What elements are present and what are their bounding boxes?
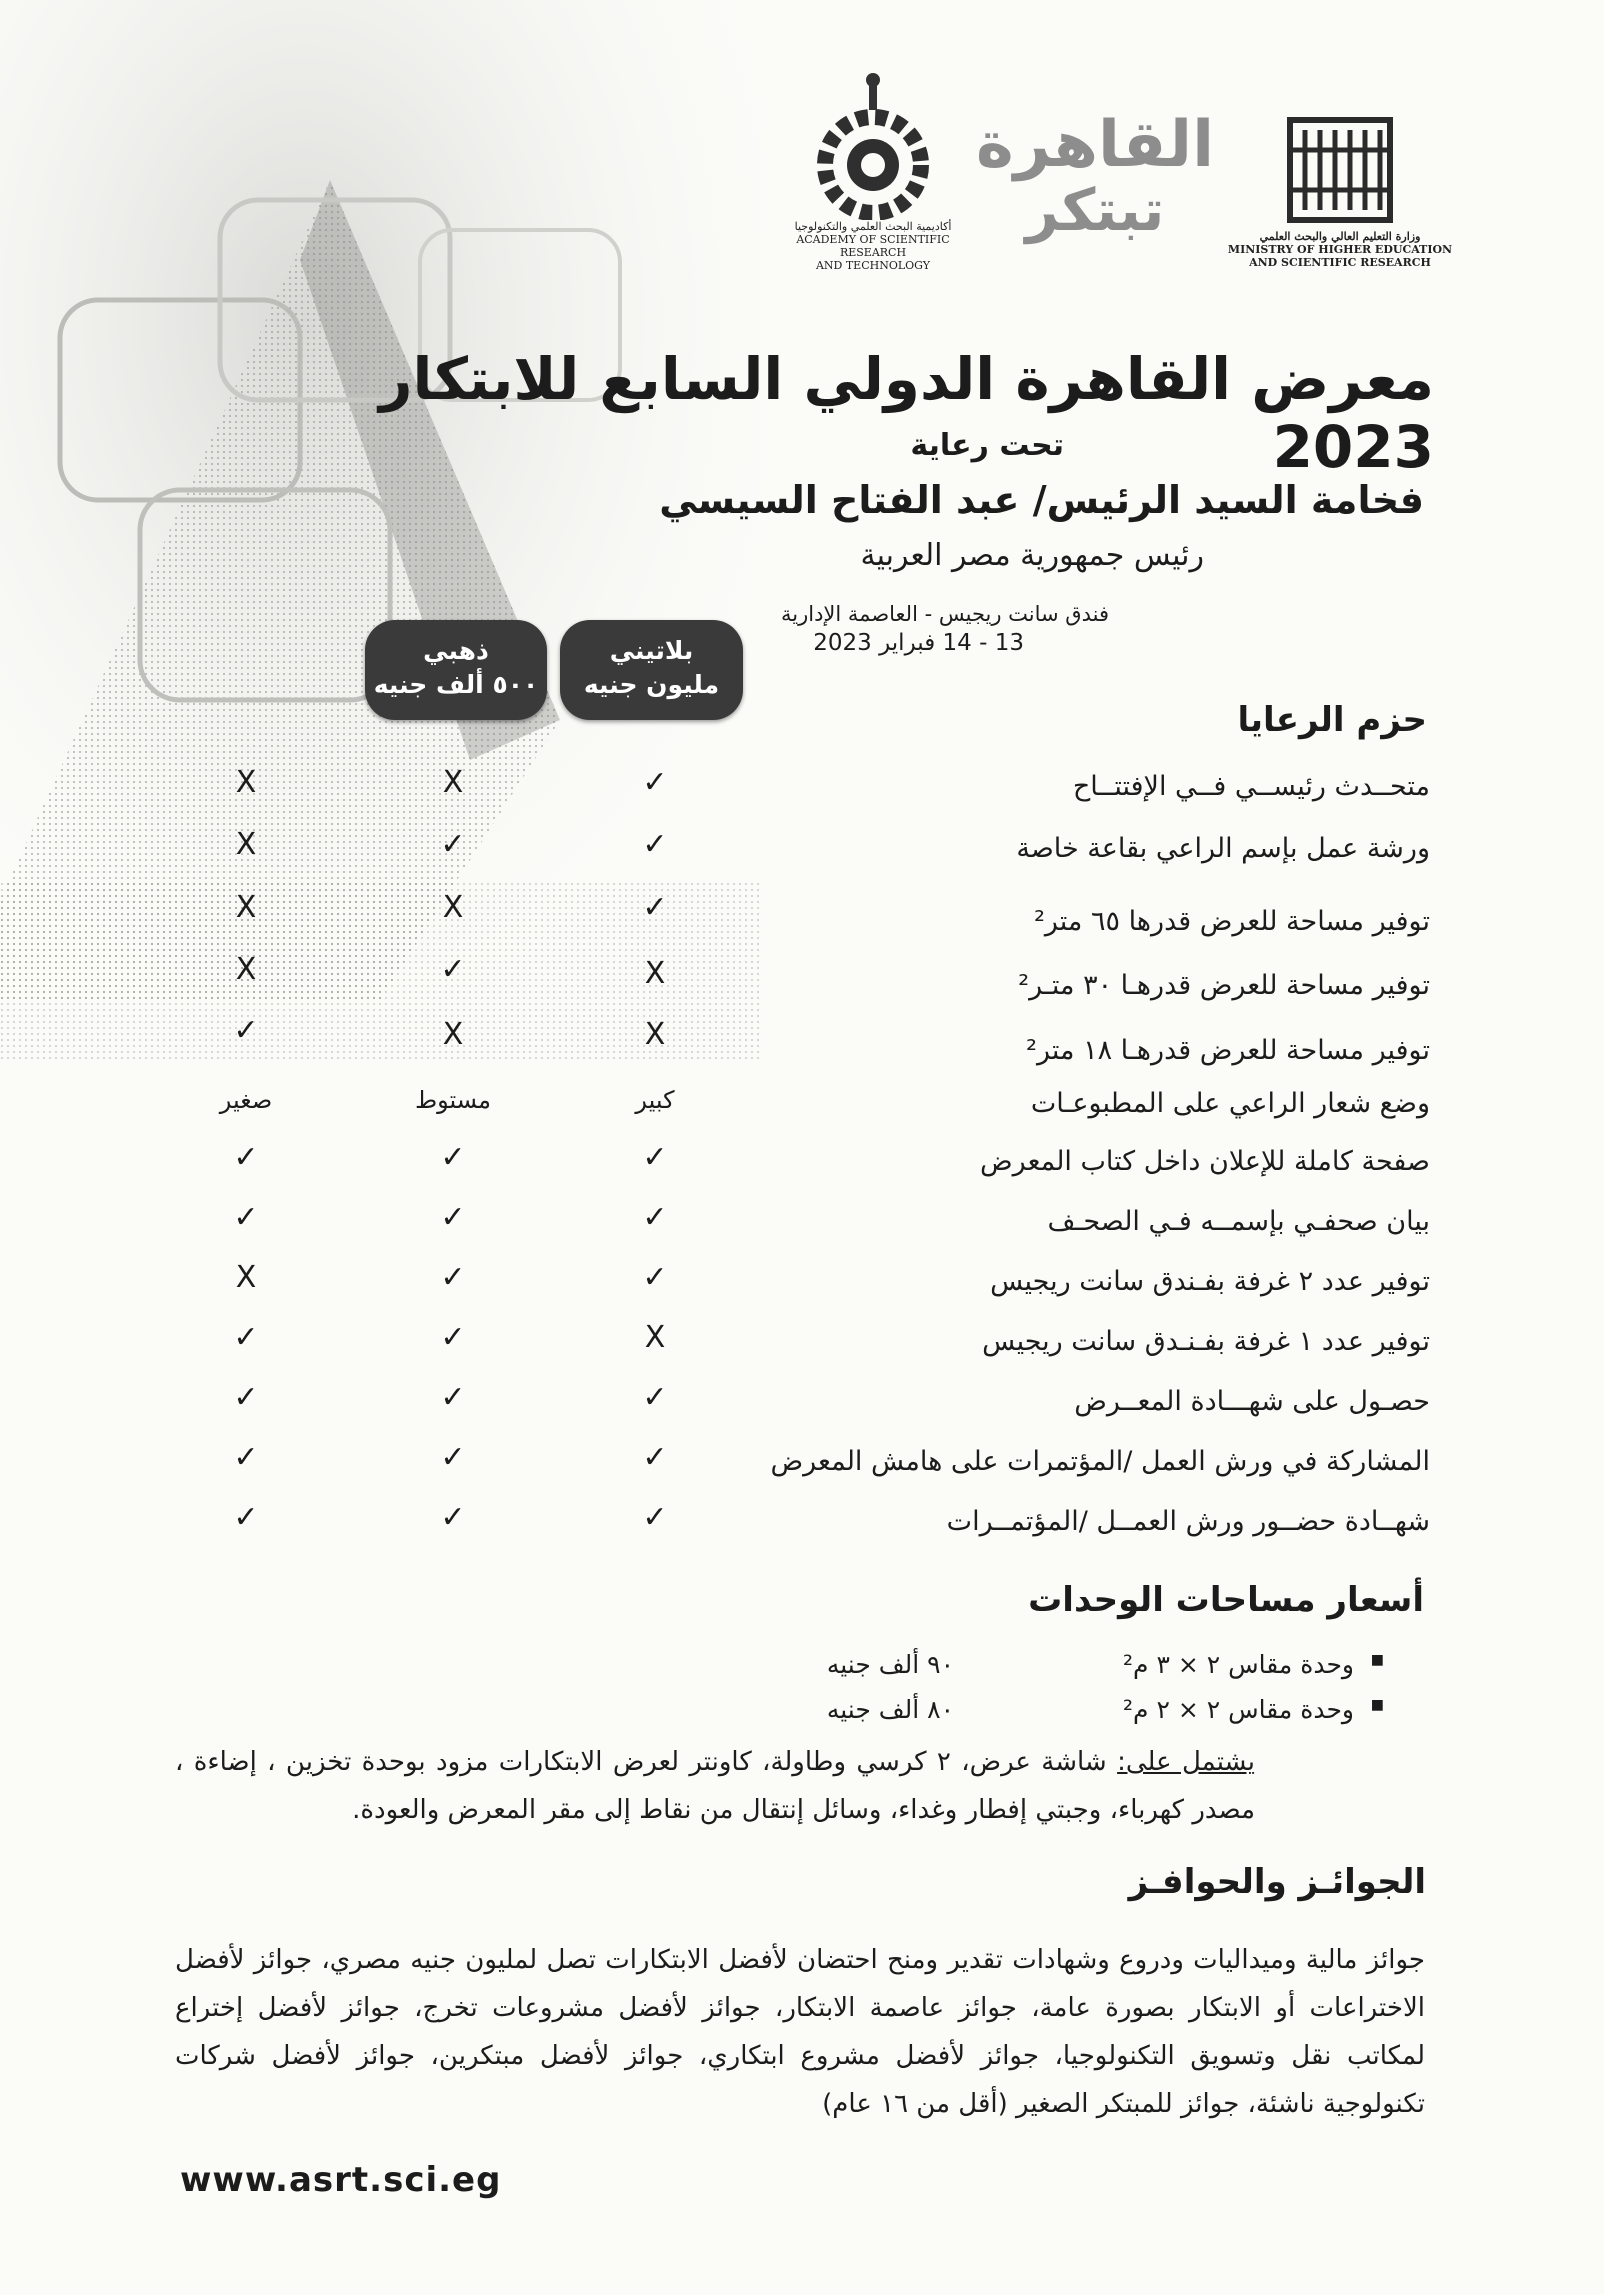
cairo-brand-line2: تبتكر (1025, 176, 1165, 244)
table-row (190, 1200, 1430, 1256)
tier-platinum-name: بلاتيني (609, 636, 694, 665)
awards-paragraph: جوائز مالية وميداليات ودروع وشهادات تقدير ومنح احتضان لأفضل الابتكارات تصل لمليون جنيه مصري، جوائز لأفضل الاختراعات أو الابتكار بصورة عامة، جوائز عاصمة الابتكار، جوائز لأفضل مشروعات تخرج، جوائز لأفضل إختراع لمكاتب نقل وتسويق التكنولوجيا، جوائز لأفضل مشروع ابتكاري، جوائز لأفضل مبتكرين، جوائز لأفضل شركات تكنولوجية ناشئة، جوائز للمبتكر الصغير (أقل من ١٦ عام) (175, 1945, 1425, 2119)
benefit-label: توفير عدد ٢ غرفة بفـندق سانت ريجيس (990, 1266, 1430, 1297)
benefit-label: توفير مساحة للعرض قدرهـا ١٨ متر² (1026, 1035, 1430, 1066)
table-row (190, 1260, 1430, 1316)
table-row (190, 1320, 1430, 1376)
cairo-brand-line1: القاهرة (975, 108, 1215, 182)
benefit-label: توفير مساحة للعرض قدرهـا ٣٠ متـر² (1018, 970, 1430, 1001)
academy-caption-en-1: ACADEMY OF SCIENTIFIC RESEARCH (796, 233, 950, 259)
awards-heading: الجوائـز والحوافـز (1128, 1862, 1426, 1902)
tier-platinum-price: مليون جنيه (583, 670, 720, 699)
gold-cell: ✓ (440, 952, 466, 987)
ministry-caption-ar: وزارة التعليم العالي والبحث العلمي (1259, 230, 1421, 243)
gold-cell: ✓ (440, 1440, 466, 1475)
table-row (190, 1140, 1430, 1196)
price-item (404, 1695, 1384, 1735)
table-row (190, 1082, 1430, 1138)
benefit-label: ورشة عمل بإسم الراعي بقاعة خاصة (1016, 833, 1430, 864)
gold-cell: ✓ (440, 1380, 466, 1415)
benefit-label: توفير مساحة للعرض قدرها ٦٥ متر² (1034, 906, 1430, 937)
platinum-cell: ✓ (642, 1380, 668, 1415)
silver-cell: ✓ (233, 1500, 259, 1535)
tier-gold-name: ذهبي (423, 636, 489, 665)
benefit-label: المشاركة في ورش العمل /المؤتمرات على هامش المعرض (770, 1446, 1430, 1477)
website-link[interactable]: www.asrt.sci.eg (180, 2160, 502, 2200)
table-row (190, 1013, 1430, 1069)
silver-cell: ✓ (233, 1140, 259, 1175)
platinum-cell: X (644, 956, 666, 991)
egypt-eagle-icon (1285, 110, 1395, 230)
platinum-cell: ✓ (642, 765, 668, 800)
gold-cell: ✓ (440, 1500, 466, 1535)
ministry-caption-en-1: MINISTRY OF HIGHER EDUCATION (1227, 243, 1453, 256)
silver-cell: ✓ (233, 1013, 259, 1048)
patron-title: رئيس جمهورية مصر العربية (860, 538, 1204, 573)
benefit-label: متحــدث رئيســي فــي الإفتتــاح (1072, 771, 1430, 802)
silver-cell: X (235, 827, 257, 862)
silver-cell: X (235, 765, 257, 800)
ministry-caption-en-2: AND SCIENTIFIC RESEARCH (1249, 256, 1431, 269)
platinum-cell: ✓ (642, 1200, 668, 1235)
academy-caption-en-2: AND TECHNOLOGY (815, 259, 931, 272)
silver-cell: X (235, 890, 257, 925)
sponsorship-heading: حزم الرعايا (1237, 700, 1427, 740)
benefit-label: شهــادة حضــور ورش العمــل /المؤتمــرات (946, 1506, 1430, 1537)
platinum-cell: ✓ (642, 890, 668, 925)
patron-name: فخامة السيد الرئيس/ عبد الفتاح السيسي (659, 478, 1424, 522)
platinum-cell: ✓ (642, 827, 668, 862)
includes-text: شاشة عرض، ٢ كرسي وطاولة، كاونتر لعرض الابتكارات مزود بوحدة تخزين ، إضاءة ، مصدر كهرباء، وجبتي إفطار وغداء، وسائل إنتقال من نقاط إلى مقر المعرض والعودة. (175, 1747, 1255, 1825)
academy-logo (788, 70, 958, 272)
benefit-label: وضع شعار الراعي على المطبوعـات (1030, 1088, 1430, 1119)
silver-cell: ✓ (233, 1200, 259, 1235)
benefit-label: توفير عدد ١ غرفة بفـنـدق سانت ريجيس (982, 1326, 1430, 1357)
academy-caption-ar: أكاديمية البحث العلمي والتكنولوجيا (794, 220, 952, 233)
venue-text: فندق سانت ريجيس - العاصمة الإدارية (781, 602, 1109, 626)
bullet-icon: ■ (1370, 1652, 1384, 1668)
event-dates: 13 - 14 فبراير 2023 (813, 630, 1024, 656)
bullet-icon: ■ (1370, 1697, 1384, 1713)
platinum-cell: ✓ (642, 1140, 668, 1175)
table-row (190, 1380, 1430, 1436)
table-row (190, 1500, 1430, 1556)
includes-paragraph (175, 1738, 1255, 1834)
unit-size: وحدة مقاس ٢ × ٢ م² (1122, 1695, 1354, 1724)
academy-gear-icon (813, 70, 933, 220)
patronage-label: تحت رعاية (910, 428, 1064, 463)
tier-gold-badge (365, 620, 547, 720)
gold-cell: ✓ (440, 1200, 466, 1235)
table-row (190, 952, 1430, 1008)
cairo-innovates-logo (975, 108, 1215, 244)
ministry-logo (1220, 110, 1460, 269)
gold-cell: ✓ (440, 827, 466, 862)
benefit-label: صفحة كاملة للإعلان داخل كتاب المعرض (980, 1146, 1430, 1177)
tier-platinum-badge (560, 620, 743, 720)
platinum-cell: ✓ (642, 1500, 668, 1535)
page-title: معرض القاهرة الدولي السابع للابتكار 2023 (379, 345, 1434, 481)
platinum-cell: X (644, 1320, 666, 1355)
gold-cell: ✓ (440, 1260, 466, 1295)
platinum-cell: ✓ (642, 1440, 668, 1475)
table-row (190, 1440, 1430, 1496)
unit-size: وحدة مقاس ٢ × ٣ م² (1122, 1650, 1354, 1679)
gold-cell: X (442, 1017, 464, 1052)
tier-gold-price: ٥٠٠ ألف جنيه (373, 670, 539, 699)
benefit-label: حصـول على شهـــادة المعــرض (1074, 1386, 1430, 1417)
gold-logo-size: مستوط (414, 1086, 492, 1114)
silver-cell: ✓ (233, 1440, 259, 1475)
silver-cell: ✓ (233, 1380, 259, 1415)
table-row (190, 765, 1430, 821)
silver-cell: ✓ (233, 1320, 259, 1355)
unit-price: ٩٠ ألف جنيه (826, 1650, 954, 1679)
gold-cell: ✓ (440, 1320, 466, 1355)
silver-cell: X (235, 1260, 257, 1295)
benefit-label: بيان صحفـي بإسمــه فـي الصحـف (1047, 1206, 1430, 1237)
unit-price: ٨٠ ألف جنيه (826, 1695, 954, 1724)
silver-logo-size: صغير (219, 1086, 273, 1114)
platinum-cell: ✓ (642, 1260, 668, 1295)
price-item (404, 1650, 1384, 1690)
gold-cell: X (442, 890, 464, 925)
silver-cell: X (235, 952, 257, 987)
table-row (190, 827, 1430, 883)
table-row (190, 890, 1430, 946)
gold-cell: ✓ (440, 1140, 466, 1175)
includes-label: يشتمل على: (1117, 1747, 1255, 1777)
gold-cell: X (442, 765, 464, 800)
platinum-logo-size: كبير (635, 1086, 675, 1114)
platinum-cell: X (644, 1017, 666, 1052)
prices-heading: أسعار مساحات الوحدات (1028, 1580, 1424, 1620)
